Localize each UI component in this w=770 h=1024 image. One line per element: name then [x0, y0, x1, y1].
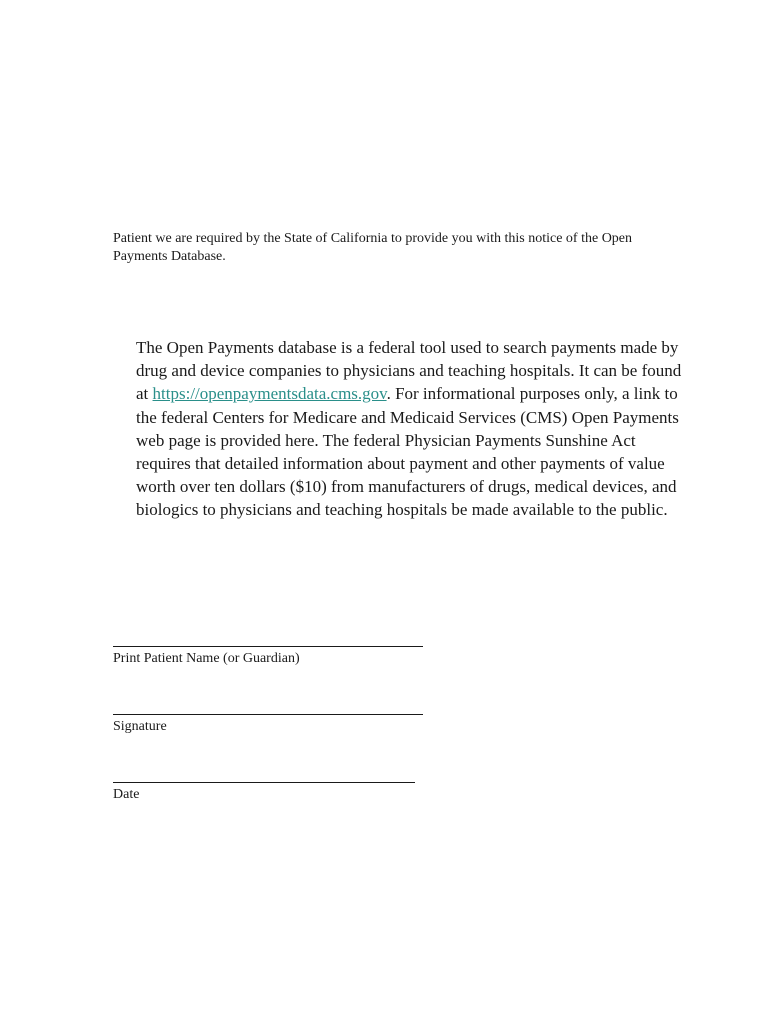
- description-text-end: . For informational purposes only, a link to the federal Centers for Medicare and Medicaid Services (CMS) Open Payments web page is provided here. The federal Physician Payments Sunshine Act requires that detailed information about payment and other payments of value worth over ten dollars ($10) from manufacturers of drugs, medical devices, and biologics to physicians and teaching hospitals be made available to the public.: [136, 384, 679, 520]
- signature-field: [113, 714, 423, 736]
- signature-label: Signature: [113, 719, 167, 734]
- date-line[interactable]: [113, 782, 415, 783]
- date-label: Date: [113, 787, 140, 802]
- signature-line[interactable]: [113, 714, 423, 715]
- california-notice: Patient we are required by the State of California to provide you with this notice of the Open Payments Database.: [113, 231, 633, 264]
- patient-name-field: [113, 646, 423, 668]
- patient-name-label: Print Patient Name (or Guardian): [113, 651, 300, 666]
- description-text-start: The Open Payments database is a federal tool used to search payments made by drug and device companies to physicians and teaching hospitals. It can be found at: [136, 338, 682, 404]
- open-payments-description: [136, 336, 686, 522]
- date-field: [113, 782, 415, 804]
- patient-name-line[interactable]: [113, 646, 423, 647]
- open-payments-link[interactable]: https://openpaymentsdata.cms.gov: [152, 384, 387, 404]
